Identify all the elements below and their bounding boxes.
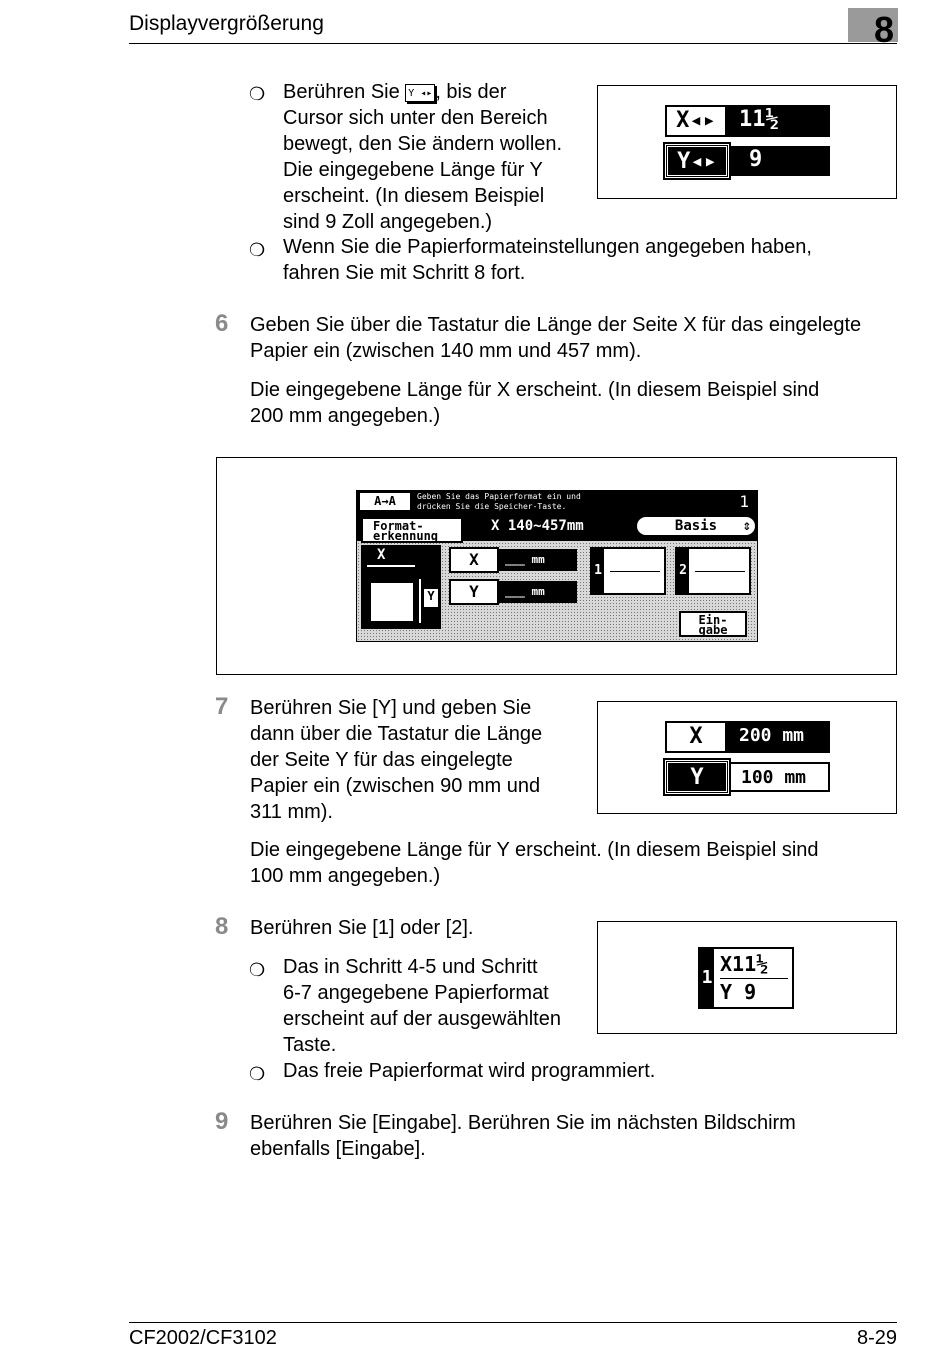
step-number: 9 (215, 1108, 229, 1135)
slot-1-button[interactable] (590, 547, 666, 595)
screen-message (417, 492, 581, 512)
chapter-number: 8 (873, 9, 894, 50)
footer-rule (129, 1322, 897, 1323)
step-text: Berühren Sie [1] oder [2]. (250, 917, 474, 939)
text-line: Papier ein (zwischen 90 mm und (250, 775, 541, 797)
y-dimension-line (419, 579, 421, 623)
running-header-title: Displayvergrößerung (129, 12, 324, 35)
y-key: Y◂▸ (665, 144, 729, 178)
bullet-text (283, 234, 812, 286)
enter-line: gabe (698, 623, 728, 637)
text-line: sind 9 Zoll angegeben.) (283, 211, 493, 233)
text-line: Berühren Sie (283, 81, 400, 103)
text-line: bewegt, den Sie ändern wollen. (283, 133, 563, 155)
slot-divider (610, 571, 660, 572)
header-rule (129, 43, 897, 44)
text-line: Die eingegebene Länge für Y (283, 159, 543, 181)
text-line: fahren Sie mit Schritt 8 fort. (283, 262, 526, 284)
touch-screen-paper-format (356, 490, 758, 642)
text-line: erscheint auf der ausgewählten (283, 1008, 561, 1030)
step-text (250, 312, 861, 364)
text-line: Die eingegebene Länge für X erscheint. (In diesem Beispiel sind (250, 379, 820, 401)
paper-diagram (361, 545, 441, 629)
screen-message-bar (357, 491, 757, 513)
slot-number: 2 (677, 549, 689, 593)
text-line: erscheint. (In diesem Beispiel (283, 185, 545, 207)
footer-model: CF2002/CF3102 (129, 1327, 277, 1349)
basis-button[interactable] (635, 515, 757, 537)
y-key: Y (665, 760, 729, 794)
basis-label: Basis (674, 518, 718, 534)
text-line: Wenn Sie die Papierformateinstellungen angegeben haben, (283, 236, 812, 258)
text-line: 6-7 angegebene Papierformat (283, 982, 549, 1004)
step-number: 8 (215, 913, 229, 940)
lcd-figure-xy-inches (597, 85, 897, 199)
x-field: ___ mm (499, 549, 577, 571)
slot-y-line: Y 9 (720, 980, 757, 1004)
slot-2-button[interactable] (675, 547, 751, 595)
text-line: Berühren Sie [Eingabe]. Berühren Sie im nächsten Bildschirm (250, 1112, 796, 1134)
x-value: 11½ (727, 105, 830, 137)
text-line: der Seite Y für das eingelegte (250, 749, 513, 771)
range-display: X 140~457mm (491, 518, 584, 534)
bullet-text: Das freie Papierformat wird programmiert. (283, 1060, 656, 1082)
bullet-symbol: ❍ (249, 960, 266, 980)
step-number: 6 (215, 310, 229, 337)
step-text (250, 1110, 796, 1162)
text-line: Papier ein (zwischen 140 mm und 457 mm). (250, 340, 642, 362)
text-line: Geben Sie über die Tastatur die Länge der Seite X für das eingelegte (250, 314, 862, 336)
step-note (250, 837, 819, 889)
arrow-up-down-icon: ⇕ (742, 518, 751, 534)
lcd-figure-slot-1 (597, 921, 897, 1034)
slot-number: 1 (700, 949, 714, 1007)
x-key: X◂▸ (665, 105, 727, 137)
bullet-text (283, 79, 593, 235)
slot-x-line: X11½ (720, 952, 769, 976)
text-line: 100 mm angegeben.) (250, 865, 441, 887)
x-dimension-line (367, 565, 415, 567)
step-note (250, 377, 819, 429)
tab-line: Format- (373, 519, 424, 533)
bullet-symbol: ❍ (249, 240, 266, 260)
bullet-symbol: ❍ (249, 84, 266, 104)
x-value: 200 mm (727, 721, 830, 753)
text-line: Taste. (283, 1034, 337, 1056)
y-key-button[interactable]: Y (449, 579, 499, 605)
text-line: , bis der (435, 81, 507, 103)
message-line: Geben Sie das Papierformat ein und (417, 492, 581, 501)
tab-format-erkennung[interactable] (361, 517, 463, 543)
text-line: Berühren Sie [Y] und geben Sie (250, 697, 532, 719)
text-line: Cursor sich unter den Bereich (283, 107, 548, 129)
bullet-text (283, 954, 561, 1058)
y-value: 9 (729, 146, 830, 176)
diagram-x-label: X (377, 547, 386, 563)
y-value: 100 mm (729, 762, 830, 792)
footer-page-number: 8-29 (856, 1327, 897, 1349)
slot-number: 1 (592, 549, 604, 593)
enter-line: Ein- (698, 613, 728, 627)
text-line: Das in Schritt 4-5 und Schritt (283, 956, 538, 978)
x-key: X (665, 721, 727, 753)
text-line: dann über die Tastatur die Länge (250, 723, 543, 745)
tab-line: erkennung (373, 529, 439, 543)
page-indicator: 1 (739, 492, 749, 511)
lcd-figure-xy-mm (597, 701, 897, 814)
text-line: 200 mm angegeben.) (250, 405, 441, 427)
zoom-icon: A→A (360, 493, 410, 510)
diagram-y-label: Y (424, 589, 438, 607)
slot-1-key (698, 947, 794, 1009)
y-field: ___ mm (499, 581, 577, 603)
step-number: 7 (215, 693, 229, 720)
slot-divider (720, 978, 788, 979)
text-line: Die eingegebene Länge für Y erscheint. (In diesem Beispiel sind (250, 839, 819, 861)
message-line: drücken Sie die Speicher-Taste. (417, 502, 567, 511)
text-line: 311 mm). (250, 801, 333, 823)
text-line: ebenfalls [Eingabe]. (250, 1138, 426, 1160)
step-text (250, 695, 542, 825)
slot-divider (695, 571, 745, 572)
paper-sheet-icon (369, 581, 415, 623)
y-cursor-key-icon: Y ◂▸ (405, 84, 435, 102)
enter-button[interactable] (679, 611, 747, 637)
bullet-symbol: ❍ (249, 1064, 266, 1084)
x-key-button[interactable]: X (449, 547, 499, 573)
